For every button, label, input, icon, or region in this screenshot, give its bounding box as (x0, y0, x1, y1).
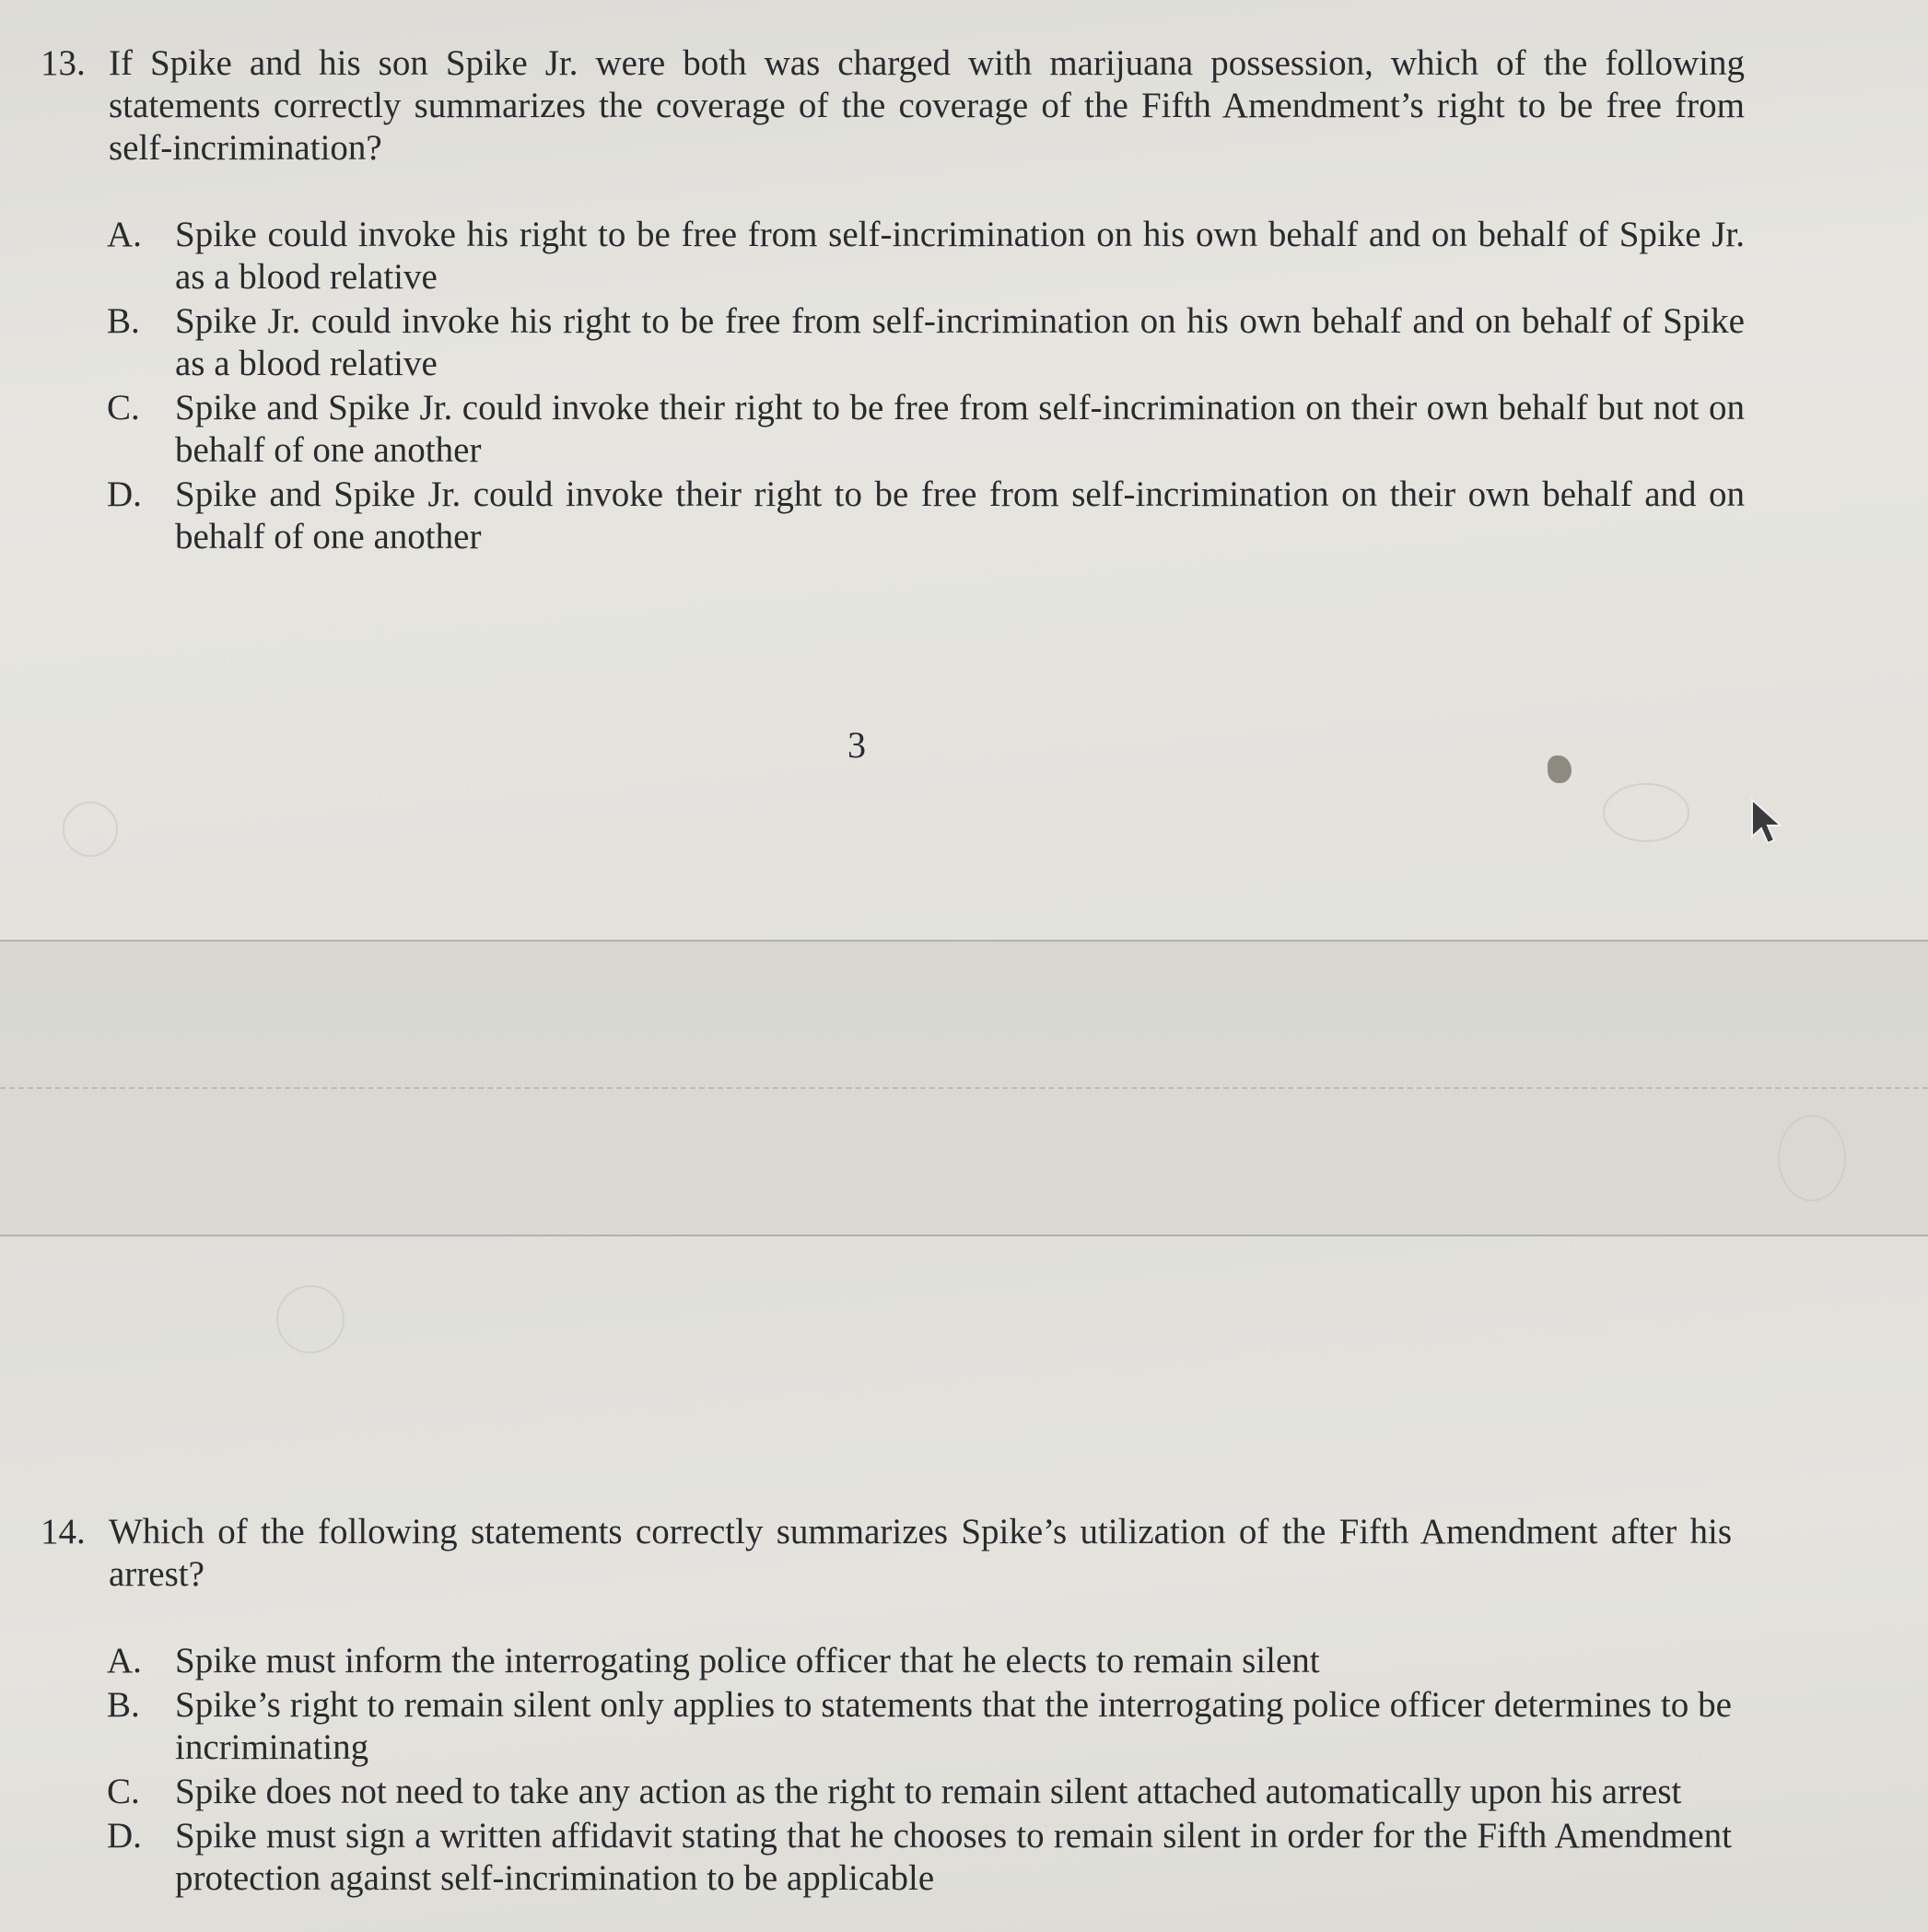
option-letter: B. (107, 1685, 140, 1725)
option-text: Spike must inform the interrogating police officer that he elects to remain silent (175, 1641, 1320, 1680)
question-13 (41, 42, 1745, 560)
option-text: Spike’s right to remain silent only applies to statements that the interrogating police officer determines to be incriminating (175, 1685, 1732, 1767)
option-letter: D. (107, 474, 142, 514)
screen-smudge (63, 802, 118, 857)
option-a[interactable] (107, 1640, 1732, 1682)
option-letter: A. (107, 1641, 142, 1680)
page-number: 3 (847, 724, 866, 766)
option-b[interactable] (107, 300, 1745, 385)
option-letter: D. (107, 1816, 142, 1856)
question-14 (41, 1511, 1732, 1902)
option-text: Spike and Spike Jr. could invoke their right to be free from self-incrimination on their own behalf and on behalf of one another (175, 474, 1745, 556)
option-text: Spike does not need to take any action as the right to remain silent attached automatically upon his arrest (175, 1772, 1682, 1811)
mouse-pointer-icon (1748, 798, 1785, 846)
option-text: Spike and Spike Jr. could invoke their right to be free from self-incrimination on their own behalf but not on behalf of one another (175, 388, 1745, 470)
question-number: 14. (41, 1512, 86, 1551)
screen-smudge (1778, 1115, 1846, 1201)
question-number: 13. (41, 43, 86, 83)
option-c[interactable] (107, 1771, 1732, 1813)
answer-options (41, 214, 1745, 558)
option-letter: C. (107, 388, 140, 427)
page-break-dashed-line (0, 1087, 1928, 1089)
answer-options (41, 1640, 1732, 1900)
question-text: Which of the following statements correctly summarizes Spike’s utilization of the Fifth Amendment after his arrest? (109, 1512, 1732, 1594)
option-c[interactable] (107, 387, 1745, 472)
page-divider-bottom (0, 1235, 1928, 1236)
page-divider-top (0, 940, 1928, 942)
option-a[interactable] (107, 214, 1745, 299)
option-text: Spike Jr. could invoke his right to be free from self-incrimination on his own behalf and on behalf of Spike as a blood relative (175, 301, 1745, 383)
screen-smudge (276, 1285, 345, 1353)
option-d[interactable] (107, 474, 1745, 558)
question-text: If Spike and his son Spike Jr. were both was charged with marijuana possession, which of the following statements correctly summarizes the coverage of the coverage of the Fifth Amendment’s right to be free from self-incrimination? (109, 43, 1745, 168)
option-b[interactable] (107, 1684, 1732, 1769)
screen-spot (1548, 755, 1572, 783)
option-letter: B. (107, 301, 140, 341)
option-d[interactable] (107, 1815, 1732, 1900)
screen-smudge (1603, 783, 1689, 842)
option-text: Spike could invoke his right to be free from self-incrimination on his own behalf and on behalf of Spike Jr. as a blood relative (175, 215, 1745, 297)
option-letter: A. (107, 215, 142, 254)
option-text: Spike must sign a written affidavit stating that he chooses to remain silent in order for the Fifth Amendment protection against self-incrimination to be applicable (175, 1816, 1732, 1898)
option-letter: C. (107, 1772, 140, 1811)
